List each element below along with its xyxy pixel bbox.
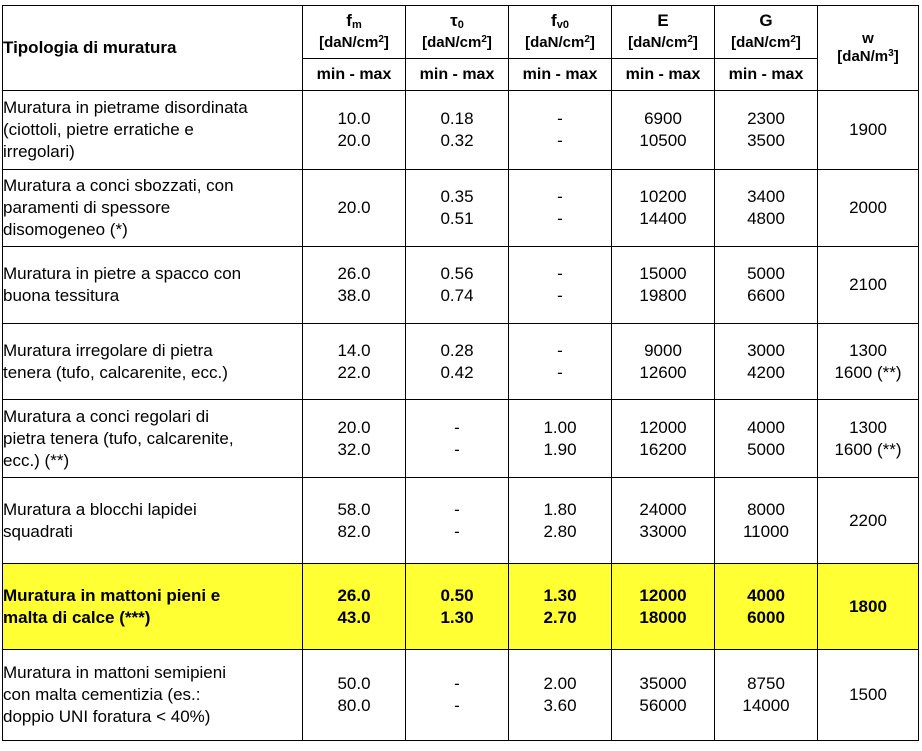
value-cell: [715, 478, 818, 564]
value: 1900: [849, 120, 887, 139]
row-description: [3, 170, 303, 247]
value: 10.0: [337, 109, 371, 128]
value: 1800: [849, 596, 887, 616]
value-cell: [406, 324, 509, 400]
value-cell: [406, 564, 509, 650]
value: 12000: [639, 417, 687, 437]
value-cell: [303, 478, 406, 564]
value-cell: [715, 324, 818, 400]
value: 0.35: [440, 187, 474, 206]
value-cell: [715, 247, 818, 324]
value: 2.80: [543, 521, 577, 541]
value: 16200: [639, 439, 687, 459]
value-cell: [612, 478, 715, 564]
value: -: [557, 187, 563, 206]
value-cell: [509, 170, 612, 247]
value-cell: [303, 650, 406, 741]
table-header: [3, 6, 919, 91]
value: 1600 (**): [834, 362, 902, 382]
description-line: buona tessitura: [3, 286, 120, 305]
range-tau0: min - max: [406, 59, 509, 91]
value: -: [557, 109, 563, 128]
value: 12600: [639, 362, 687, 382]
value: -: [557, 340, 563, 360]
value: -: [454, 696, 460, 715]
description-line: irregolari): [3, 142, 75, 161]
value: -: [454, 499, 460, 519]
description-line: Muratura a conci sbozzati, con: [3, 176, 234, 195]
value-cell: [818, 170, 919, 247]
row-description: [3, 478, 303, 564]
value-cell: [612, 247, 715, 324]
value: 5000: [747, 264, 785, 283]
description-line: con malta cementizia (es.:: [3, 685, 201, 704]
value-cell: [612, 170, 715, 247]
value-cell: [612, 324, 715, 400]
value: 0.74: [440, 286, 474, 305]
value: 4000: [747, 585, 785, 605]
value: 24000: [639, 499, 687, 519]
value-cell: [406, 650, 509, 741]
value: 56000: [639, 696, 687, 715]
value-cell: [818, 564, 919, 650]
value: 3500: [747, 131, 785, 150]
value: 1300: [849, 340, 887, 360]
value: -: [454, 521, 460, 541]
value-cell: [612, 650, 715, 741]
value: 6600: [747, 286, 785, 305]
header-tau0: $\tau_0$ $[daN/cm^2]$: [406, 6, 509, 59]
value: 6900: [644, 109, 682, 128]
table-row: [3, 400, 919, 478]
value: 1.80: [543, 499, 577, 519]
row-description: [3, 650, 303, 741]
table-row: [3, 170, 919, 247]
description-line: paramenti di spessore: [3, 198, 171, 217]
value: 1.90: [543, 439, 577, 459]
value: -: [557, 286, 563, 305]
description-line: Muratura a conci regolari di: [3, 406, 209, 426]
value: 4000: [747, 417, 785, 437]
value-cell: [509, 478, 612, 564]
value-cell: [509, 400, 612, 478]
value: 1600 (**): [834, 439, 902, 459]
value: 0.50: [440, 585, 474, 605]
value: -: [454, 417, 460, 437]
value: 43.0: [337, 607, 371, 627]
value: 58.0: [337, 499, 371, 519]
value: 0.18: [440, 109, 474, 128]
value: 1.00: [543, 417, 577, 437]
value-cell: [715, 170, 818, 247]
value-cell: [509, 564, 612, 650]
description-line: Muratura in mattoni semipieni: [3, 663, 226, 682]
value: 5000: [747, 439, 785, 459]
value: 2100: [849, 275, 887, 294]
value-cell: [818, 247, 919, 324]
value-cell: [509, 91, 612, 170]
value: 14.0: [337, 340, 371, 360]
value: 19800: [639, 286, 687, 305]
value: 8750: [747, 674, 785, 693]
value: 9000: [644, 340, 682, 360]
value-cell: [818, 91, 919, 170]
description-line: ecc.) (**): [3, 450, 70, 470]
value-cell: [303, 324, 406, 400]
value-cell: [303, 564, 406, 650]
value-cell: [818, 400, 919, 478]
description-line: Muratura irregolare di pietra: [3, 340, 213, 360]
value: 2200: [849, 510, 887, 530]
value: -: [557, 362, 563, 382]
description-line: Muratura a blocchi lapidei: [3, 499, 197, 519]
range-g: min - max: [715, 59, 818, 91]
value: 0.56: [440, 264, 474, 283]
value: 0.42: [440, 362, 474, 382]
description-line: Muratura in pietre a spacco con: [3, 264, 242, 283]
header-type: Tipologia di muratura: [3, 6, 303, 91]
value: 80.0: [337, 696, 371, 715]
value: 2.70: [543, 607, 577, 627]
value-cell: [303, 170, 406, 247]
description-line: Muratura in pietrame disordinata: [3, 98, 248, 117]
value-cell: [612, 564, 715, 650]
value-cell: [715, 91, 818, 170]
value: 10500: [639, 131, 687, 150]
range-fv0: min - max: [509, 59, 612, 91]
value-cell: [715, 650, 818, 741]
value-cell: [818, 650, 919, 741]
value: 82.0: [337, 521, 371, 541]
description-line: doppio UNI foratura < 40%): [3, 707, 211, 726]
table-row: [3, 324, 919, 400]
value: -: [454, 674, 460, 693]
value-cell: [715, 564, 818, 650]
value: 4800: [747, 209, 785, 228]
value-cell: [406, 170, 509, 247]
value-cell: [509, 324, 612, 400]
table-row: [3, 91, 919, 170]
range-fm: min - max: [303, 59, 406, 91]
value: 26.0: [337, 264, 371, 283]
value: 33000: [639, 521, 687, 541]
value-cell: [818, 324, 919, 400]
value-cell: [406, 400, 509, 478]
value: -: [454, 439, 460, 459]
value: 18000: [639, 607, 687, 627]
row-description: [3, 400, 303, 478]
value: 1300: [849, 417, 887, 437]
value: 15000: [639, 264, 687, 283]
value: 0.28: [440, 340, 474, 360]
table-body: [3, 91, 919, 741]
value-cell: [612, 91, 715, 170]
value-cell: [818, 478, 919, 564]
table-row: [3, 478, 919, 564]
value: 35000: [639, 674, 687, 693]
table-row: [3, 564, 919, 650]
value-cell: [406, 247, 509, 324]
value-cell: [509, 650, 612, 741]
value: 6000: [747, 607, 785, 627]
value: 1.30: [543, 585, 577, 605]
table-row: [3, 650, 919, 741]
description-line: pietra tenera (tufo, calcarenite,: [3, 428, 234, 448]
value: 3000: [747, 340, 785, 360]
value: 0.51: [440, 209, 474, 228]
description-line: (ciottoli, pietre erratiche e: [3, 120, 194, 139]
header-fv0: $f_{v0}$ $[daN/cm^2]$: [509, 6, 612, 59]
value: 26.0: [337, 585, 371, 605]
header-w: w $[daN/m^3]$: [818, 6, 919, 91]
header-g: G $[daN/cm^2]$: [715, 6, 818, 59]
description-line: squadrati: [3, 521, 73, 541]
description-line: malta di calce (***): [3, 607, 151, 627]
value: 2000: [849, 198, 887, 217]
table-row: [3, 247, 919, 324]
value: 20.0: [337, 131, 371, 150]
header-fm: $f_m$ $[daN/cm^2]$: [303, 6, 406, 59]
value-cell: [303, 400, 406, 478]
value: 12000: [639, 585, 687, 605]
value: 14400: [639, 209, 687, 228]
value: 8000: [747, 499, 785, 519]
value: 3.60: [543, 696, 577, 715]
value-cell: [303, 91, 406, 170]
description-line: tenera (tufo, calcarenite, ecc.): [3, 362, 228, 382]
header-e: E $[daN/cm^2]$: [612, 6, 715, 59]
value: 20.0: [337, 417, 371, 437]
value: 11000: [742, 521, 789, 541]
value: 3400: [747, 187, 785, 206]
value: -: [557, 131, 563, 150]
value-cell: [612, 400, 715, 478]
description-line: Muratura in mattoni pieni e: [3, 585, 221, 605]
value-cell: [406, 91, 509, 170]
value-cell: [715, 400, 818, 478]
value: -: [557, 209, 563, 228]
value: 50.0: [337, 674, 371, 693]
value: 20.0: [337, 198, 371, 217]
value: 10200: [639, 187, 687, 206]
value: 38.0: [337, 286, 371, 305]
value: 0.32: [440, 131, 474, 150]
row-description: [3, 91, 303, 170]
value: 32.0: [337, 439, 371, 459]
value: 22.0: [337, 362, 371, 382]
value-cell: [303, 247, 406, 324]
value: 2300: [747, 109, 785, 128]
value: 1500: [849, 685, 887, 704]
value-cell: [406, 478, 509, 564]
row-description: [3, 247, 303, 324]
range-e: min - max: [612, 59, 715, 91]
row-description: [3, 564, 303, 650]
value: 2.00: [543, 674, 577, 693]
value: 14000: [742, 696, 790, 715]
value: -: [557, 264, 563, 283]
description-line: disomogeneo (*): [3, 220, 128, 239]
value: 4200: [747, 362, 785, 382]
masonry-properties-table: [2, 5, 919, 741]
row-description: [3, 324, 303, 400]
value: 1.30: [440, 607, 474, 627]
value-cell: [509, 247, 612, 324]
